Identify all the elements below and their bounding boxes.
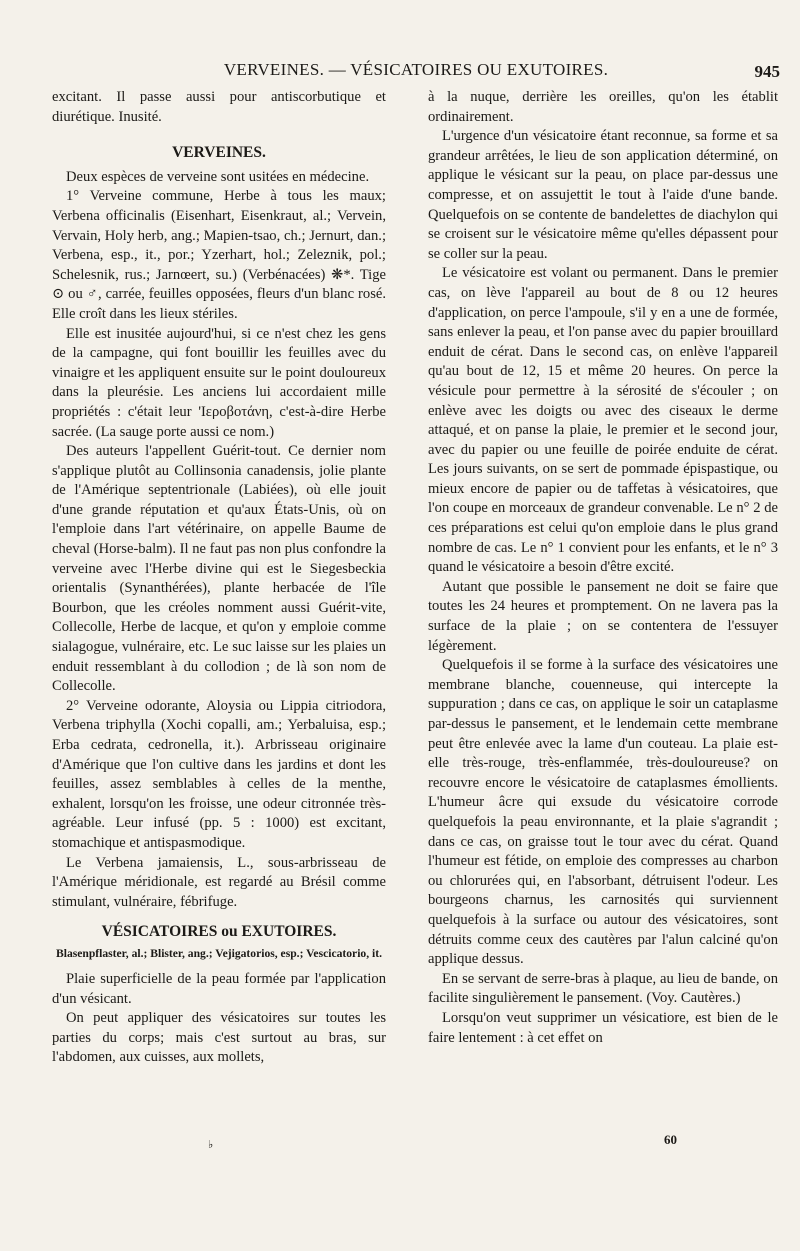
- paragraph: Elle est inusitée aujourd'hui, si ce n'est chez les gens de la campagne, qui font bouillir les feuilles avec du vinaigre et les appliquent ensuite sur le point douloureux dans la pleurésie. Les anciens lui accordaient mille propriétés : c'était leur 'Ιεροβοτάνη, c'est-à-dire Herbe sacrée. (La sauge porte aussi ce nom.): [52, 325, 386, 440]
- paragraph: L'urgence d'un vésicatoire étant reconnue, sa forme et sa grandeur arrêtées, le lieu de son application déterminé, on applique le vésicant sur la peau, on place par-dessus une compresse, et on assujettit le tout à l'aide d'une bande. Quelquefois on se contente de bandelettes de diachylon qui se croisent sur le vésicatoire même qu'elles dépassent pour se coller sur la peau.: [428, 128, 778, 262]
- paragraph: 2° Verveine odorante, Aloysia ou Lippia citriodora, Verbena triphylla (Xochi copalli, am.; Yerbaluisa, esp.; Erba cedrata, cedronella, it.). Arbrisseau originaire d'Amérique que l'on cultive dans les jardins et dont les feuilles, assez semblables à celles de la menthe, exhalent, lorsqu'on les froisse, une odeur citronnée très-agréable. Leur infusé (pp. 5 : 1000) est excitant, stomachique et antispasmodique.: [52, 697, 386, 851]
- section-heading-vesicatoires: VÉSICATOIRES ou EXUTOIRES.: [101, 923, 337, 941]
- section-heading-verveines: VERVEINES.: [172, 144, 266, 162]
- paragraph: à la nuque, derrière les oreilles, qu'on les établit ordinairement.: [428, 89, 778, 125]
- running-header: [52, 60, 780, 84]
- paragraph: Le vésicatoire est volant ou permanent. Dans le premier cas, on lève l'appareil au bout de 8 ou 12 heures d'application, on perce l'ampoule, s'il y en a une de formée, sans enlever la peau, et l'on panse avec du papier brouillard enduit de cérat. Dans le second cas, on enlève l'appareil qu'au bout de 12, 15 et même 20 heures. On perce la vésicule pour permettre à la sérosité de s'écouler ; on enlève avec les doigts ou avec des ciseaux le derme attaqué, et on panse la plaie, le premier et le second jour, avec du papier ou une feuille de poirée enduite de cérat. Les jours suivants, on se sert de pommade épispastique, ou mieux encore de papier ou de taffetas à vésicatoires, que l'on coupe en morceaux de grandeur convenable. Le n° 2 de ces préparations est celui qu'on emploie dans le plus grand nombre de cas. Le n° 1 convient pour les enfants, et le n° 3 quand le vésicatoire a besoin d'être excité.: [428, 265, 778, 576]
- header-title: VERVEINES. — VÉSICATOIRES OU EXUTOIRES.: [223, 60, 609, 79]
- paragraph: Autant que possible le pansement ne doit se faire que toutes les 24 heures et promptement. On ne lavera pas la surface de la plaie ; on se contentera de l'essuyer légèrement.: [428, 578, 778, 654]
- paragraph: excitant. Il passe aussi pour antiscorbutique et diurétique. Inusité.: [52, 89, 386, 125]
- paragraph: Lorsqu'on veut supprimer un vésicatiore, est bien de le faire lentement : à cet effet on: [428, 1009, 778, 1046]
- page-number: 945: [754, 62, 780, 81]
- paragraph: Deux espèces de verveine sont usitées en médecine.: [66, 168, 370, 185]
- paragraph: Quelquefois il se forme à la surface des vésicatoires une membrane blanche, couenneuse, qui intercepte la suppuration ; dans ce cas, on applique le soir un cataplasme par-dessus le pansement, et le lendemain cette membrane peut être enlevée avec la lame d'un couteau. La plaie est-elle très-rouge, très-enflammée, très-douloureuse? on recouvre encore le vésicatoire de cataplasmes émollients. L'humeur âcre qui exsude du vésicatoire corrode quelquefois la peau environnante, et la plaie s'agrandit ; dans ce cas, on graisse tout le tour avec du cérat. Quand l'humeur est fétide, on emploie des compresses au charbon ou chlorurées qui, en l'absorbant, détruisent l'odeur. Les bourgeons charnus, les carnosités qui surviennent quelquefois à la surface ou autour des vésicatoires, sont détruits comme ceux des cautères par l'alun calciné qu'on applique dessus.: [428, 657, 778, 968]
- paragraph: Plaie superficielle de la peau formée par l'application d'un vésicant.: [52, 970, 386, 1007]
- synonyms-line: Blasenpflaster, al.; Blister, ang.; Vejigatorios, esp.; Vescicatorio, it.: [55, 946, 382, 960]
- paragraph: 1° Verveine commune, Herbe à tous les maux; Verbena officinalis (Eisenhart, Eisenkraut, al.; Vervein, Vervain, Holy herb, ang.; Mapien-tsao, ch.; Jernurt, dan.; Verbena, esp., it., por.; Yzerhart, hol.; Zeleznik, pol.; Schelesnik, rus.; Jarnœert, su.) (Verbénacées) ❋*. Tige ⊙ ou ♂, carrée, feuilles opposées, fleurs d'un blanc rosé. Elle croît dans les lieux stériles.: [52, 188, 386, 322]
- signature-number: 60: [664, 1132, 677, 1147]
- footer-mark: ♭: [208, 1139, 214, 1151]
- left-column: [52, 88, 386, 1068]
- paragraph: En se servant de serre-bras à plaque, au lieu de bande, on facilite singulièrement le pansement. (Voy. Cautères.): [428, 970, 778, 1007]
- paragraph: Le Verbena jamaiensis, L., sous-arbrisseau de l'Amérique méridionale, est regardé au Brésil comme stimulant, vulnéraire, fébrifuge.: [52, 854, 386, 910]
- right-column: [428, 88, 778, 1048]
- paragraph: Des auteurs l'appellent Guérit-tout. Ce dernier nom s'applique plutôt au Collinsonia canadensis, jolie plante de l'Amérique septentrionale (Labiées), où elle jouit d'une grande réputation et qu'aux États-Unis, où on l'emploie dans l'art vétérinaire, on appelle Baume de cheval (Horse-balm). Il ne faut pas non plus confondre la verveine avec l'Herbe divine qui est le Siegesbeckia orientalis (Synanthérées), plante herbacée de l'île Bourbon, que les créoles nomment aussi Guérit-vite, Collecolle, Herbe de lacque, et qu'on y emploie comme sialagogue, vulnéraire, etc. Le suc laisse sur les plaies un enduit ressemblant à du collodion ; de là son nom de Collecolle.: [52, 443, 386, 695]
- paragraph: On peut appliquer des vésicatoires sur toutes les parties du corps; mais c'est surtout au bras, sur l'abdomen, aux cuisses, aux mollets,: [52, 1010, 386, 1066]
